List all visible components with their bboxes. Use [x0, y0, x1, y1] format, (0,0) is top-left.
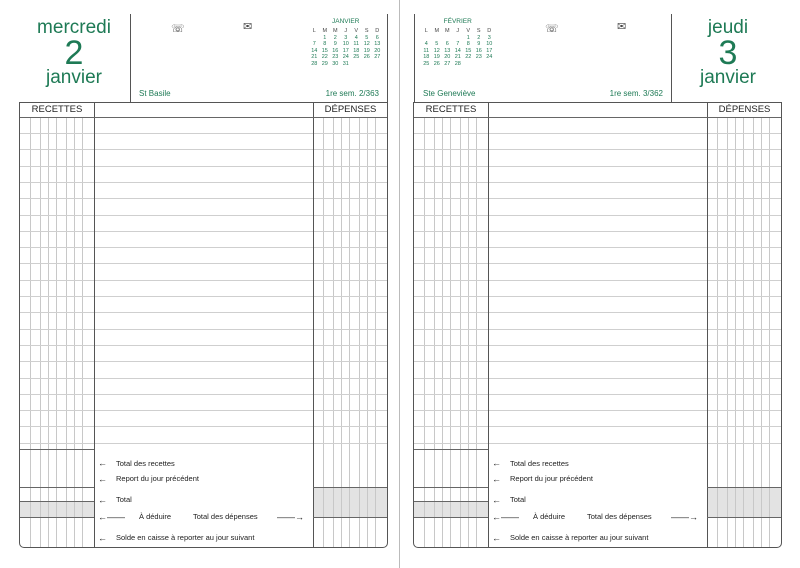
- calendar-week-row: [309, 48, 383, 55]
- calendar-day: 25: [353, 54, 360, 61]
- recettes-separator: [94, 103, 95, 547]
- calendar-day: 1: [466, 34, 470, 41]
- calendar-day: 9: [333, 41, 337, 48]
- calendar-day: 28: [454, 60, 461, 67]
- depenses-separator: [707, 103, 708, 547]
- left-arrow: ←: [98, 533, 107, 543]
- ruled-line: [20, 182, 387, 183]
- left-calendar-title: JANVIER: [332, 18, 360, 25]
- right-semester: 1re sem. 3/362: [609, 89, 663, 98]
- ruled-line: [20, 247, 387, 248]
- calendar-day: [442, 35, 453, 42]
- recettes-header: RECETTES: [414, 103, 488, 118]
- recettes-footer-line: [414, 517, 488, 518]
- right-date: [682, 18, 774, 87]
- calendar-weekday: L: [312, 28, 316, 34]
- left-arrow: ←: [492, 474, 501, 484]
- left-calendar-grid: [309, 28, 383, 68]
- calendar-weekday: J: [344, 28, 348, 34]
- depenses-footer-line: [313, 487, 387, 488]
- calendar-day: 18: [423, 54, 430, 61]
- calendar-day: 5: [365, 34, 369, 41]
- mail-icon: ✉: [243, 21, 253, 33]
- calendar-day: 26: [433, 60, 440, 67]
- a-deduire-label: À déduire: [533, 512, 566, 521]
- calendar-weekday: S: [364, 28, 369, 34]
- ruled-line: [414, 215, 781, 216]
- calendar-day: 13: [444, 47, 451, 54]
- calendar-day: 26: [363, 54, 370, 61]
- calendar-week-row: [309, 41, 383, 48]
- total-recettes-label: Total des recettes: [116, 459, 175, 468]
- recettes-footer-line: [414, 449, 488, 450]
- calendar-day: 15: [321, 47, 328, 54]
- right-saint: Ste Geneviève: [423, 89, 476, 98]
- calendar-day: [372, 61, 383, 68]
- ruled-line: [20, 231, 387, 232]
- ruled-line: [20, 215, 387, 216]
- left-arrow: ←: [98, 458, 107, 468]
- calendar-day: 23: [475, 54, 482, 61]
- calendar-day: [484, 61, 495, 68]
- calendar-day: [351, 61, 362, 68]
- calendar-day: 13: [374, 41, 381, 48]
- recettes-footer-line: [414, 487, 488, 488]
- right-ledger: [413, 102, 782, 548]
- right-day-name: jeudi: [707, 17, 749, 38]
- left-saint: St Basile: [139, 89, 171, 98]
- calendar-day: 6: [445, 41, 449, 48]
- recettes-footer-line: [20, 449, 94, 450]
- ruled-line: [414, 247, 781, 248]
- left-month: janvier: [46, 67, 102, 88]
- calendar-weekday: L: [424, 28, 428, 34]
- left-arrow: ←——: [98, 512, 125, 522]
- calendar-day: 5: [435, 41, 439, 48]
- calendar-day: 2: [477, 34, 481, 41]
- recettes-footer-line: [20, 501, 94, 502]
- ruled-line: [414, 410, 781, 411]
- ruled-line: [414, 443, 781, 444]
- calendar-week-row: [421, 41, 495, 48]
- calendar-day: 11: [353, 41, 360, 48]
- right-day-number: 3: [718, 34, 738, 72]
- phone-icon: ☏: [171, 23, 185, 35]
- page-gutter: [399, 0, 400, 568]
- report-label: Report du jour précédent: [116, 474, 199, 483]
- ruled-line: [414, 280, 781, 281]
- ruled-line: [414, 329, 781, 330]
- depenses-footer-line: [707, 487, 781, 488]
- calendar-weekday: M: [434, 28, 440, 34]
- left-arrow: ←: [98, 474, 107, 484]
- calendar-day: 14: [311, 47, 318, 54]
- calendar-day: 3: [344, 34, 348, 41]
- ruled-line: [20, 280, 387, 281]
- calendar-day: 8: [466, 41, 470, 48]
- calendar-day: [474, 61, 485, 68]
- ruled-line: [414, 426, 781, 427]
- calendar-weekday: M: [444, 28, 450, 34]
- ruled-line: [414, 345, 781, 346]
- ruled-line: [20, 426, 387, 427]
- right-arrow: ——→: [671, 512, 698, 522]
- calendar-day: 2: [333, 34, 337, 41]
- right-header-box: [414, 14, 672, 103]
- recettes-footer-line: [20, 487, 94, 488]
- calendar-day: 4: [424, 41, 428, 48]
- calendar-day: 4: [354, 34, 358, 41]
- calendar-day: 20: [374, 47, 381, 54]
- calendar-weekday: M: [332, 28, 338, 34]
- ruled-line: [20, 329, 387, 330]
- calendar-week-row: [421, 48, 495, 55]
- depenses-header: DÉPENSES: [708, 103, 781, 118]
- a-deduire-label: À déduire: [139, 512, 172, 521]
- left-ledger: [19, 102, 388, 548]
- left-day-number: 2: [64, 34, 84, 72]
- calendar-day: [432, 35, 443, 42]
- right-month: janvier: [700, 67, 756, 88]
- calendar-weekday: S: [476, 28, 481, 34]
- ruled-line: [414, 231, 781, 232]
- ruled-line: [414, 182, 781, 183]
- ruled-line: [414, 166, 781, 167]
- ruled-line: [414, 312, 781, 313]
- ruled-line: [20, 378, 387, 379]
- depenses-footer-line: [707, 517, 781, 518]
- right-arrow: ——→: [277, 512, 304, 522]
- ruled-line: [20, 410, 387, 411]
- calendar-day: 22: [321, 54, 328, 61]
- ruled-line: [20, 394, 387, 395]
- calendar-weekday: J: [456, 28, 460, 34]
- header-underline: [20, 117, 387, 118]
- mail-icon: ✉: [617, 21, 627, 33]
- calendar-day: 1: [323, 34, 327, 41]
- calendar-day: 21: [311, 54, 318, 61]
- calendar-weekday: V: [354, 28, 359, 34]
- calendar-day: [309, 35, 320, 42]
- calendar-day: 9: [477, 41, 481, 48]
- left-mini-calendar: [309, 18, 383, 68]
- header-underline: [414, 117, 781, 118]
- right-calendar-title: FÉVRIER: [443, 18, 472, 25]
- calendar-week-row: [421, 35, 495, 42]
- ruled-line: [20, 133, 387, 134]
- ruled-line: [20, 443, 387, 444]
- left-arrow: ←: [492, 533, 501, 543]
- left-arrow: ←——: [492, 512, 519, 522]
- calendar-week-row: [421, 61, 495, 68]
- calendar-day: 6: [375, 34, 379, 41]
- ruled-line: [414, 198, 781, 199]
- calendar-day: [421, 35, 432, 42]
- total-depenses-label: Total des dépenses: [193, 512, 258, 521]
- ruled-line: [20, 296, 387, 297]
- calendar-day: 25: [423, 60, 430, 67]
- depenses-footer-line: [313, 517, 387, 518]
- total-depenses-label: Total des dépenses: [587, 512, 652, 521]
- calendar-day: 17: [486, 47, 493, 54]
- calendar-day: [362, 61, 373, 68]
- ruled-line: [414, 394, 781, 395]
- left-arrow: ←: [492, 495, 501, 505]
- phone-icon: ☏: [545, 23, 559, 35]
- calendar-day: 17: [342, 47, 349, 54]
- calendar-day: 12: [433, 47, 440, 54]
- ruled-line: [414, 296, 781, 297]
- right-calendar-grid: [421, 28, 495, 68]
- calendar-day: 21: [454, 54, 461, 61]
- calendar-day: 7: [312, 41, 316, 48]
- calendar-day: [453, 35, 464, 42]
- ruled-line: [20, 198, 387, 199]
- calendar-week-row: [309, 54, 383, 61]
- ruled-line: [20, 149, 387, 150]
- calendar-weekday: D: [375, 28, 380, 34]
- calendar-day: 29: [321, 60, 328, 67]
- left-arrow: ←: [98, 495, 107, 505]
- recettes-separator: [488, 103, 489, 547]
- calendar-day: 31: [342, 60, 349, 67]
- depenses-separator: [313, 103, 314, 547]
- ruled-line: [20, 361, 387, 362]
- calendar-day: 23: [332, 54, 339, 61]
- left-date: [28, 18, 120, 87]
- ruled-line: [20, 263, 387, 264]
- total-label: Total: [510, 495, 526, 504]
- calendar-day: 24: [486, 54, 493, 61]
- solde-label: Solde en caisse à reporter au jour suivant: [116, 533, 255, 542]
- calendar-week-row: [309, 35, 383, 42]
- ruled-line: [414, 263, 781, 264]
- ruled-line: [414, 378, 781, 379]
- calendar-day: [463, 61, 474, 68]
- calendar-week-row: [309, 61, 383, 68]
- calendar-day: 19: [363, 47, 370, 54]
- calendar-day: 28: [311, 60, 318, 67]
- calendar-day: 20: [444, 54, 451, 61]
- calendar-weekday: M: [322, 28, 328, 34]
- calendar-day: 24: [342, 54, 349, 61]
- ruled-line: [414, 133, 781, 134]
- calendar-header-row: [309, 28, 383, 35]
- calendar-day: 22: [465, 54, 472, 61]
- calendar-day: 19: [433, 54, 440, 61]
- ruled-line: [20, 312, 387, 313]
- calendar-day: 30: [332, 60, 339, 67]
- calendar-day: 11: [423, 47, 430, 54]
- total-recettes-label: Total des recettes: [510, 459, 569, 468]
- calendar-day: 3: [487, 34, 491, 41]
- left-arrow: ←: [492, 458, 501, 468]
- depenses-header: DÉPENSES: [314, 103, 387, 118]
- calendar-day: 8: [323, 41, 327, 48]
- left-semester: 1re sem. 2/363: [325, 89, 379, 98]
- recettes-header: RECETTES: [20, 103, 94, 118]
- calendar-day: 12: [363, 41, 370, 48]
- recettes-footer-line: [20, 517, 94, 518]
- solde-label: Solde en caisse à reporter au jour suivant: [510, 533, 649, 542]
- calendar-weekday: V: [466, 28, 471, 34]
- calendar-day: 10: [342, 41, 349, 48]
- calendar-weekday: D: [487, 28, 492, 34]
- ruled-line: [414, 149, 781, 150]
- total-label: Total: [116, 495, 132, 504]
- calendar-day: 27: [444, 60, 451, 67]
- calendar-day: 10: [486, 41, 493, 48]
- left-day-name: mercredi: [37, 17, 111, 38]
- ruled-line: [20, 166, 387, 167]
- calendar-day: 7: [456, 41, 460, 48]
- calendar-day: 16: [475, 47, 482, 54]
- report-label: Report du jour précédent: [510, 474, 593, 483]
- calendar-day: 27: [374, 54, 381, 61]
- calendar-day: 16: [332, 47, 339, 54]
- calendar-week-row: [421, 54, 495, 61]
- calendar-day: 18: [353, 47, 360, 54]
- ruled-line: [414, 361, 781, 362]
- ruled-line: [20, 345, 387, 346]
- calendar-day: 15: [465, 47, 472, 54]
- right-mini-calendar: [421, 18, 495, 68]
- calendar-header-row: [421, 28, 495, 35]
- left-header-box: [130, 14, 388, 103]
- recettes-footer-line: [414, 501, 488, 502]
- calendar-day: 14: [454, 47, 461, 54]
